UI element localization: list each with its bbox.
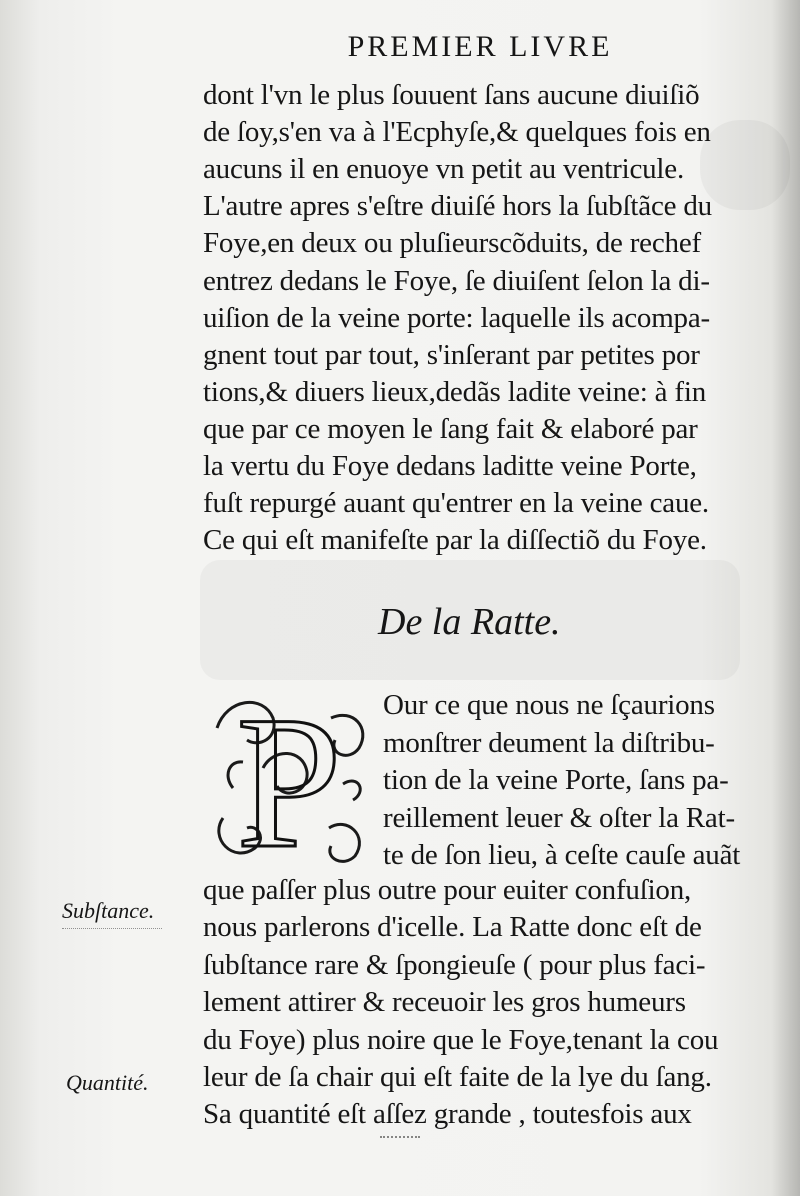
- text-line: Sa quantité eſt aſſez grande , toutesfois aux: [203, 1098, 692, 1131]
- text-line: fuſt repurgé auant qu'entrer en la veine caue.: [203, 487, 709, 520]
- margin-note-substance: Subſtance.: [62, 898, 155, 923]
- initial-letter: P: [236, 688, 342, 868]
- text-line: que par ce moyen le ſang fait & elaboré par: [203, 412, 698, 445]
- section-title: De la Ratte.: [378, 601, 561, 643]
- text-line: monſtrer deument la diſtribu-: [383, 726, 715, 759]
- text-line: lement attirer & receuoir les gros humeurs: [203, 986, 686, 1019]
- bleed-through-smudge: [700, 120, 790, 210]
- text-line: tions,& diuers lieux,dedãs ladite veine: à fin: [203, 375, 707, 408]
- text-line: aucuns il en enuoye vn petit au ventricule.: [203, 153, 685, 186]
- margin-note-quantity: Quantité.: [66, 1070, 149, 1095]
- text-line: uiſion de la veine porte: laquelle ils acompa-: [203, 301, 710, 334]
- text-line: L'autre apres s'eſtre diuiſé hors la ſubſtãce du: [203, 190, 712, 223]
- text-line: reillement leuer & oſter la Rat-: [383, 801, 735, 834]
- text-line: leur de ſa chair qui eſt faite de la lye du ſang.: [203, 1061, 712, 1093]
- text-line: entrez dedans le Foye, ſe diuiſent ſelon la di-: [203, 264, 710, 297]
- text-line: ſubſtance rare & ſpongieuſe ( pour plus faci-: [203, 948, 706, 981]
- text-line: te de ſon lieu, à ceſte cauſe auãt: [383, 839, 741, 872]
- text-line: la vertu du Foye dedans laditte veine Porte,: [203, 450, 697, 482]
- text-line: dont l'vn le plus ſouuent ſans aucune diuiſiõ: [203, 79, 700, 111]
- running-title: PREMIER LIVRE: [347, 30, 613, 63]
- text-line: de ſoy,s'en va à l'Ecphyſe,& quelques fois en: [203, 116, 711, 149]
- decorated-initial: [203, 688, 375, 868]
- footer-ornament: [380, 1136, 420, 1138]
- floral-initial-icon: [203, 688, 375, 868]
- text-line: tion de la veine Porte, ſans pa-: [383, 764, 729, 797]
- text-line: du Foye) plus noire que le Foye,tenant la cou: [203, 1023, 719, 1056]
- text-line: Our ce que nous ne ſçaurions: [383, 689, 715, 721]
- text-line: nous parlerons d'icelle. La Ratte donc eſt de: [203, 911, 702, 944]
- text-line: Ce qui eſt manifeſte par la diſſectiõ du Foye.: [203, 524, 707, 557]
- margin-note-underline: [62, 928, 162, 929]
- text-line: que paſſer plus outre pour euiter confuſion,: [203, 874, 692, 906]
- text-line: Foye,en deux ou pluſieurscõduits, de rechef: [203, 227, 701, 260]
- text-line: gnent tout par tout, s'inſerant par petites por: [203, 338, 700, 371]
